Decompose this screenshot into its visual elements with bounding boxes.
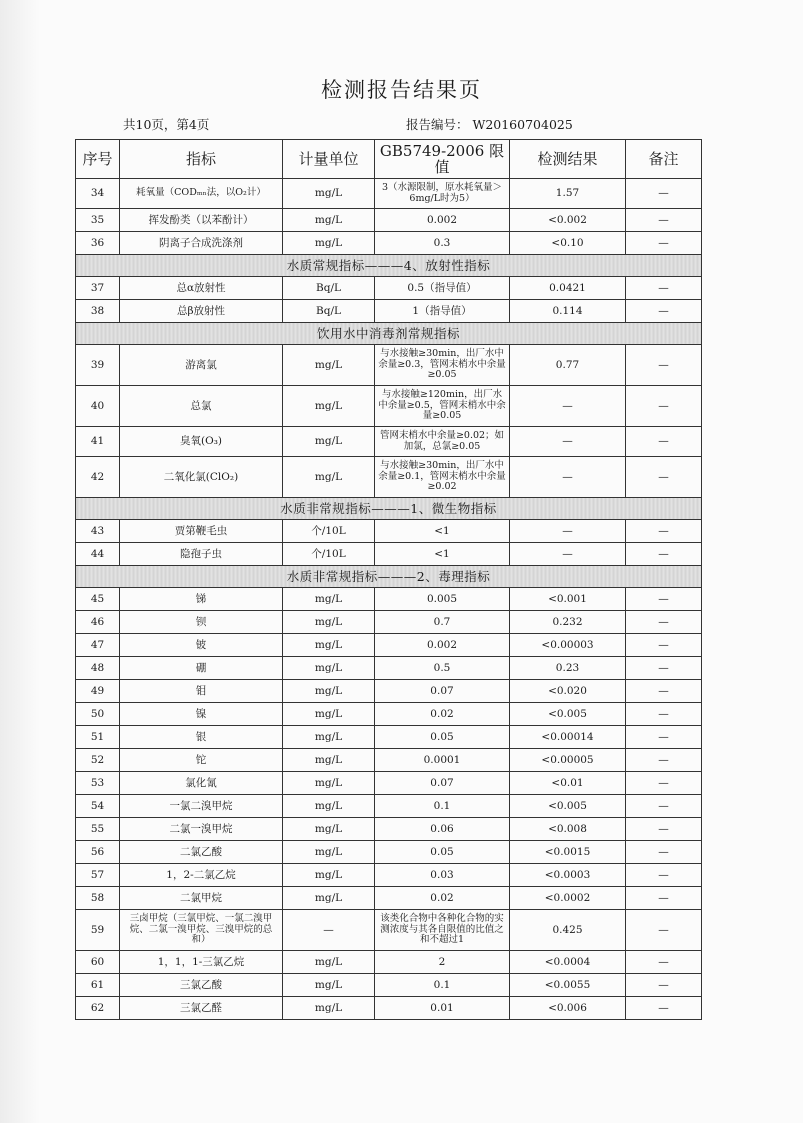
table-row bbox=[76, 520, 702, 543]
cell-indicator: 1，2-二氯乙烷 bbox=[120, 864, 283, 887]
table-row bbox=[76, 611, 702, 634]
cell-remark: — bbox=[626, 703, 702, 726]
cell-indicator: 二氯一溴甲烷 bbox=[120, 818, 283, 841]
cell-unit: mg/L bbox=[283, 749, 375, 772]
cell-remark: — bbox=[626, 864, 702, 887]
cell-no: 38 bbox=[76, 300, 120, 323]
cell-indicator: 游离氯 bbox=[120, 345, 283, 386]
cell-remark: — bbox=[626, 974, 702, 997]
cell-indicator: 耗氧量（CODₘₙ法，以O₂计） bbox=[120, 179, 283, 209]
cell-limit: 0.1 bbox=[375, 974, 510, 997]
table-row bbox=[76, 209, 702, 232]
table-row bbox=[76, 232, 702, 255]
cell-unit: mg/L bbox=[283, 588, 375, 611]
header-limit: GB5749-2006 限值 bbox=[375, 140, 510, 179]
table-row bbox=[76, 300, 702, 323]
cell-no: 45 bbox=[76, 588, 120, 611]
cell-unit: mg/L bbox=[283, 457, 375, 498]
cell-limit: 0.05 bbox=[375, 841, 510, 864]
cell-indicator: 铊 bbox=[120, 749, 283, 772]
cell-indicator: 三氯乙醛 bbox=[120, 997, 283, 1020]
table-row bbox=[76, 543, 702, 566]
cell-indicator: 总α放射性 bbox=[120, 277, 283, 300]
cell-indicator: 阴离子合成洗涤剂 bbox=[120, 232, 283, 255]
table-row bbox=[76, 386, 702, 427]
cell-result: <0.005 bbox=[510, 703, 626, 726]
table-row bbox=[76, 457, 702, 498]
cell-result: — bbox=[510, 457, 626, 498]
cell-limit: 0.02 bbox=[375, 703, 510, 726]
cell-no: 39 bbox=[76, 345, 120, 386]
table-row bbox=[76, 588, 702, 611]
cell-unit: mg/L bbox=[283, 634, 375, 657]
table-row bbox=[76, 997, 702, 1020]
table-row bbox=[76, 887, 702, 910]
report-number: 报告编号： W20160704025 bbox=[406, 117, 573, 132]
cell-remark: — bbox=[626, 520, 702, 543]
cell-result: <0.0003 bbox=[510, 864, 626, 887]
cell-no: 55 bbox=[76, 818, 120, 841]
cell-remark: — bbox=[626, 951, 702, 974]
cell-unit: mg/L bbox=[283, 703, 375, 726]
table-row bbox=[76, 749, 702, 772]
cell-no: 40 bbox=[76, 386, 120, 427]
cell-unit: Bq/L bbox=[283, 277, 375, 300]
table-row bbox=[76, 726, 702, 749]
cell-remark: — bbox=[626, 179, 702, 209]
cell-no: 54 bbox=[76, 795, 120, 818]
cell-result: <0.008 bbox=[510, 818, 626, 841]
section-label: 水质常规指标———4、放射性指标 bbox=[76, 255, 702, 277]
cell-no: 47 bbox=[76, 634, 120, 657]
cell-indicator: 钡 bbox=[120, 611, 283, 634]
cell-remark: — bbox=[626, 588, 702, 611]
cell-unit: mg/L bbox=[283, 345, 375, 386]
cell-unit: mg/L bbox=[283, 997, 375, 1020]
cell-limit: 与水接触≥30min，出厂水中余量≥0.1，管网末梢水中余量≥0.02 bbox=[375, 457, 510, 498]
cell-result: <0.0015 bbox=[510, 841, 626, 864]
table-row bbox=[76, 703, 702, 726]
cell-indicator: 一氯二溴甲烷 bbox=[120, 795, 283, 818]
cell-unit: mg/L bbox=[283, 179, 375, 209]
cell-unit: mg/L bbox=[283, 427, 375, 457]
cell-limit: 3（水源限制，原水耗氧量＞6mg/L时为5） bbox=[375, 179, 510, 209]
cell-remark: — bbox=[626, 818, 702, 841]
cell-limit: 0.5（指导值） bbox=[375, 277, 510, 300]
cell-limit: 0.02 bbox=[375, 887, 510, 910]
cell-remark: — bbox=[626, 772, 702, 795]
table-row bbox=[76, 974, 702, 997]
cell-result: 0.23 bbox=[510, 657, 626, 680]
cell-unit: mg/L bbox=[283, 680, 375, 703]
table-header-row bbox=[76, 140, 702, 179]
cell-remark: — bbox=[626, 910, 702, 951]
cell-no: 52 bbox=[76, 749, 120, 772]
page-edge-shadow bbox=[0, 0, 40, 1123]
section-row bbox=[76, 323, 702, 345]
cell-no: 50 bbox=[76, 703, 120, 726]
cell-remark: — bbox=[626, 611, 702, 634]
table-row bbox=[76, 841, 702, 864]
cell-limit: 该类化合物中各种化合物的实测浓度与其各自限值的比值之和不超过1 bbox=[375, 910, 510, 951]
cell-indicator: 镍 bbox=[120, 703, 283, 726]
cell-result: — bbox=[510, 543, 626, 566]
cell-unit: mg/L bbox=[283, 795, 375, 818]
cell-no: 49 bbox=[76, 680, 120, 703]
table-row bbox=[76, 910, 702, 951]
cell-limit: 0.002 bbox=[375, 634, 510, 657]
cell-remark: — bbox=[626, 457, 702, 498]
cell-limit: 2 bbox=[375, 951, 510, 974]
cell-no: 43 bbox=[76, 520, 120, 543]
cell-indicator: 1，1，1-三氯乙烷 bbox=[120, 951, 283, 974]
cell-remark: — bbox=[626, 680, 702, 703]
cell-limit: 与水接触≥30min，出厂水中余量≥0.3，管网末梢水中余量≥0.05 bbox=[375, 345, 510, 386]
cell-limit: 0.1 bbox=[375, 795, 510, 818]
cell-indicator: 氯化氰 bbox=[120, 772, 283, 795]
section-row bbox=[76, 498, 702, 520]
cell-result: 0.77 bbox=[510, 345, 626, 386]
cell-unit: mg/L bbox=[283, 232, 375, 255]
table-row bbox=[76, 179, 702, 209]
table-row bbox=[76, 680, 702, 703]
cell-unit: mg/L bbox=[283, 818, 375, 841]
cell-no: 36 bbox=[76, 232, 120, 255]
cell-indicator: 隐孢子虫 bbox=[120, 543, 283, 566]
cell-limit: 0.07 bbox=[375, 772, 510, 795]
cell-no: 62 bbox=[76, 997, 120, 1020]
cell-result: 0.425 bbox=[510, 910, 626, 951]
cell-remark: — bbox=[626, 634, 702, 657]
cell-remark: — bbox=[626, 997, 702, 1020]
cell-remark: — bbox=[626, 795, 702, 818]
cell-unit: 个/10L bbox=[283, 543, 375, 566]
cell-no: 46 bbox=[76, 611, 120, 634]
cell-limit: 1（指导值） bbox=[375, 300, 510, 323]
page-count: 共10页，第4页 bbox=[123, 117, 210, 132]
cell-result: <0.001 bbox=[510, 588, 626, 611]
cell-limit: 0.3 bbox=[375, 232, 510, 255]
cell-remark: — bbox=[626, 887, 702, 910]
cell-indicator: 总氯 bbox=[120, 386, 283, 427]
cell-unit: mg/L bbox=[283, 726, 375, 749]
cell-limit: 0.0001 bbox=[375, 749, 510, 772]
cell-unit: mg/L bbox=[283, 864, 375, 887]
cell-limit: 与水接触≥120min，出厂水中余量≥0.5，管网末梢水中余量≥0.05 bbox=[375, 386, 510, 427]
cell-result: <0.0002 bbox=[510, 887, 626, 910]
cell-result: — bbox=[510, 520, 626, 543]
cell-remark: — bbox=[626, 749, 702, 772]
cell-result: — bbox=[510, 427, 626, 457]
page-title: 检测报告结果页 bbox=[321, 78, 482, 102]
section-label: 水质非常规指标———1、微生物指标 bbox=[76, 498, 702, 520]
header-no: 序号 bbox=[76, 140, 120, 179]
cell-indicator: 二氧化氯(ClO₂) bbox=[120, 457, 283, 498]
results-table bbox=[75, 139, 702, 1020]
cell-result: <0.005 bbox=[510, 795, 626, 818]
cell-no: 57 bbox=[76, 864, 120, 887]
section-row bbox=[76, 566, 702, 588]
table-row bbox=[76, 772, 702, 795]
cell-no: 35 bbox=[76, 209, 120, 232]
header-result: 检测结果 bbox=[510, 140, 626, 179]
cell-indicator: 锑 bbox=[120, 588, 283, 611]
cell-limit: 0.03 bbox=[375, 864, 510, 887]
cell-remark: — bbox=[626, 657, 702, 680]
table-row bbox=[76, 657, 702, 680]
cell-remark: — bbox=[626, 345, 702, 386]
cell-remark: — bbox=[626, 277, 702, 300]
header-remark: 备注 bbox=[626, 140, 702, 179]
cell-result: <0.020 bbox=[510, 680, 626, 703]
cell-unit: mg/L bbox=[283, 887, 375, 910]
cell-indicator: 臭氧(O₃) bbox=[120, 427, 283, 457]
cell-indicator: 二氯甲烷 bbox=[120, 887, 283, 910]
cell-result: <0.006 bbox=[510, 997, 626, 1020]
table-row bbox=[76, 277, 702, 300]
cell-unit: mg/L bbox=[283, 657, 375, 680]
cell-limit: 0.05 bbox=[375, 726, 510, 749]
cell-unit: mg/L bbox=[283, 611, 375, 634]
cell-indicator: 挥发酚类（以苯酚计） bbox=[120, 209, 283, 232]
cell-limit: 0.01 bbox=[375, 997, 510, 1020]
cell-limit: 管网末梢水中余量≥0.02；如加氯，总氯≥0.05 bbox=[375, 427, 510, 457]
cell-indicator: 硼 bbox=[120, 657, 283, 680]
cell-limit: <1 bbox=[375, 520, 510, 543]
cell-result: — bbox=[510, 386, 626, 427]
table-row bbox=[76, 818, 702, 841]
cell-no: 41 bbox=[76, 427, 120, 457]
section-label: 饮用水中消毒剂常规指标 bbox=[76, 323, 702, 345]
cell-no: 61 bbox=[76, 974, 120, 997]
cell-indicator: 二氯乙酸 bbox=[120, 841, 283, 864]
cell-remark: — bbox=[626, 300, 702, 323]
cell-limit: 0.7 bbox=[375, 611, 510, 634]
cell-remark: — bbox=[626, 427, 702, 457]
cell-no: 34 bbox=[76, 179, 120, 209]
cell-indicator: 三卤甲烷（三氯甲烷、一氯二溴甲烷、二氯一溴甲烷、三溴甲烷的总和） bbox=[120, 910, 283, 951]
cell-remark: — bbox=[626, 726, 702, 749]
cell-limit: <1 bbox=[375, 543, 510, 566]
cell-no: 56 bbox=[76, 841, 120, 864]
cell-indicator: 贾第鞭毛虫 bbox=[120, 520, 283, 543]
cell-result: 1.57 bbox=[510, 179, 626, 209]
cell-indicator: 三氯乙酸 bbox=[120, 974, 283, 997]
cell-result: <0.10 bbox=[510, 232, 626, 255]
section-label: 水质非常规指标———2、毒理指标 bbox=[76, 566, 702, 588]
cell-unit: mg/L bbox=[283, 209, 375, 232]
cell-no: 60 bbox=[76, 951, 120, 974]
cell-result: <0.0004 bbox=[510, 951, 626, 974]
cell-indicator: 总β放射性 bbox=[120, 300, 283, 323]
cell-result: <0.00014 bbox=[510, 726, 626, 749]
cell-limit: 0.06 bbox=[375, 818, 510, 841]
cell-no: 44 bbox=[76, 543, 120, 566]
cell-unit: — bbox=[283, 910, 375, 951]
cell-no: 53 bbox=[76, 772, 120, 795]
table-row bbox=[76, 795, 702, 818]
cell-no: 42 bbox=[76, 457, 120, 498]
header-indicator: 指标 bbox=[120, 140, 283, 179]
table-row bbox=[76, 951, 702, 974]
cell-indicator: 铍 bbox=[120, 634, 283, 657]
cell-no: 48 bbox=[76, 657, 120, 680]
cell-result: 0.232 bbox=[510, 611, 626, 634]
cell-unit: Bq/L bbox=[283, 300, 375, 323]
cell-limit: 0.07 bbox=[375, 680, 510, 703]
section-row bbox=[76, 255, 702, 277]
cell-unit: mg/L bbox=[283, 974, 375, 997]
cell-no: 51 bbox=[76, 726, 120, 749]
cell-indicator: 钼 bbox=[120, 680, 283, 703]
table-row bbox=[76, 427, 702, 457]
cell-unit: mg/L bbox=[283, 841, 375, 864]
cell-result: 0.114 bbox=[510, 300, 626, 323]
cell-result: <0.01 bbox=[510, 772, 626, 795]
cell-result: <0.00005 bbox=[510, 749, 626, 772]
table-body bbox=[76, 179, 702, 1020]
cell-no: 59 bbox=[76, 910, 120, 951]
cell-no: 58 bbox=[76, 887, 120, 910]
cell-result: <0.00003 bbox=[510, 634, 626, 657]
cell-unit: mg/L bbox=[283, 951, 375, 974]
cell-limit: 0.005 bbox=[375, 588, 510, 611]
cell-remark: — bbox=[626, 232, 702, 255]
cell-result: 0.0421 bbox=[510, 277, 626, 300]
cell-result: <0.0055 bbox=[510, 974, 626, 997]
cell-remark: — bbox=[626, 209, 702, 232]
cell-remark: — bbox=[626, 543, 702, 566]
cell-remark: — bbox=[626, 386, 702, 427]
cell-limit: 0.5 bbox=[375, 657, 510, 680]
table-row bbox=[76, 634, 702, 657]
table-row bbox=[76, 345, 702, 386]
cell-unit: mg/L bbox=[283, 386, 375, 427]
header-unit: 计量单位 bbox=[283, 140, 375, 179]
cell-no: 37 bbox=[76, 277, 120, 300]
cell-indicator: 银 bbox=[120, 726, 283, 749]
cell-result: <0.002 bbox=[510, 209, 626, 232]
table-row bbox=[76, 864, 702, 887]
cell-unit: 个/10L bbox=[283, 520, 375, 543]
cell-unit: mg/L bbox=[283, 772, 375, 795]
cell-limit: 0.002 bbox=[375, 209, 510, 232]
cell-remark: — bbox=[626, 841, 702, 864]
